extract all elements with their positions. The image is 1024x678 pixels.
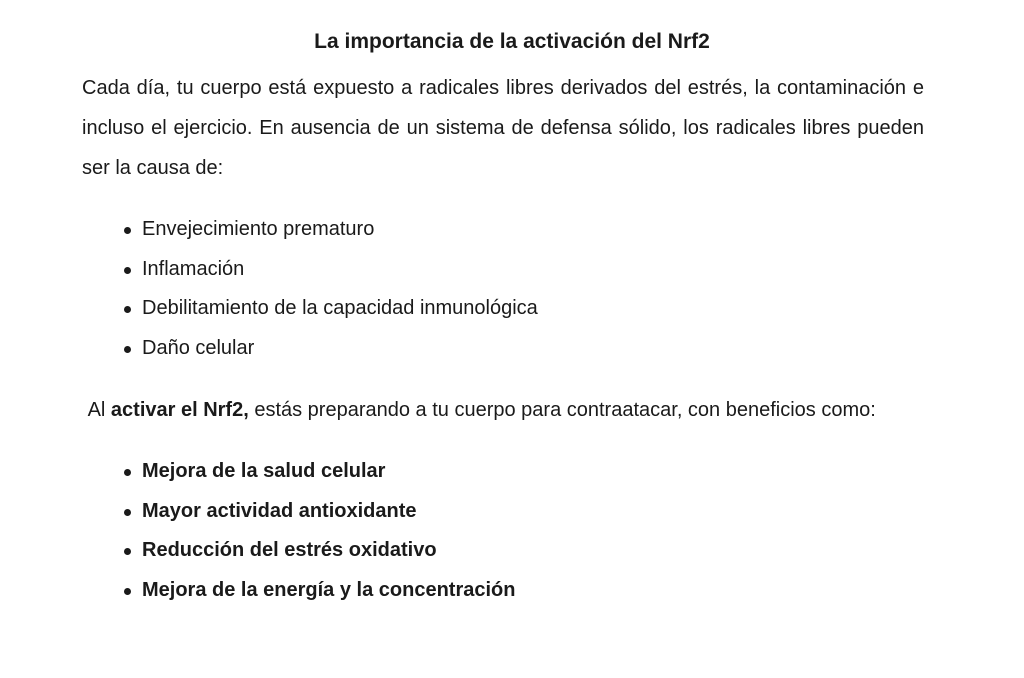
list-item: Mejora de la salud celular xyxy=(124,452,924,492)
list-item: Mayor actividad antioxidante xyxy=(124,492,924,532)
list-item: Reducción del estrés oxidativo xyxy=(124,531,924,571)
bullet-icon xyxy=(124,267,131,274)
bullet-icon xyxy=(124,227,131,234)
bullet-icon xyxy=(124,588,131,595)
bullet-icon xyxy=(124,469,131,476)
activation-paragraph xyxy=(82,390,924,430)
bullet-icon xyxy=(124,306,131,313)
list-item: Daño celular xyxy=(124,329,924,369)
bullet-icon xyxy=(124,509,131,516)
page-title: La importancia de la activación del Nrf2 xyxy=(314,30,710,53)
activation-prefix: Al xyxy=(82,399,111,421)
risks-list xyxy=(82,210,924,368)
bullet-icon xyxy=(124,548,131,555)
intro-paragraph: Cada día, tu cuerpo está expuesto a radicales libres derivados del estrés, la contaminación e incluso el ejercicio. En ausencia de un sistema de defensa sólido, los radicales libres pueden ser la causa de: xyxy=(82,77,924,179)
benefits-list xyxy=(82,452,924,610)
bullet-icon xyxy=(124,346,131,353)
list-item: Inflamación xyxy=(124,250,924,290)
list-item: Envejecimiento prematuro xyxy=(124,210,924,250)
activation-bold: activar el Nrf2, xyxy=(110,399,249,421)
activation-suffix: estás preparando a tu cuerpo para contraatacar, con beneficios como: xyxy=(248,399,876,421)
list-item: Mejora de la energía y la concentración xyxy=(124,571,924,611)
list-item: Debilitamiento de la capacidad inmunológica xyxy=(124,289,924,329)
